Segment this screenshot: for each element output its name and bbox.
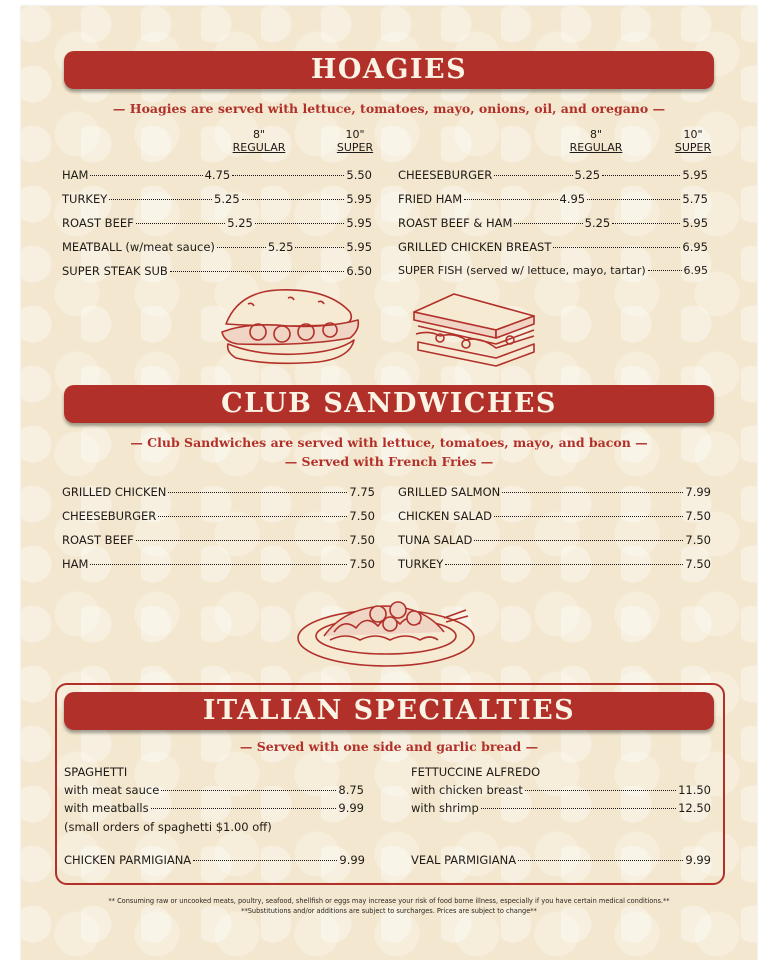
hoagies-super-header-left: 10" SUPER	[336, 128, 374, 154]
menu-item: with shrimp 12.50	[411, 801, 711, 815]
hoagie-illustration	[218, 284, 363, 366]
menu-item: ROAST BEEF & HAM 5.25 5.95	[398, 216, 709, 230]
menu-item: HAM 4.75 5.50	[62, 168, 372, 182]
spaghetti-heading: SPAGHETTI	[64, 765, 128, 779]
menu-item: TURKEY 7.50	[398, 557, 711, 571]
menu-item: ROAST BEEF 7.50	[62, 533, 375, 547]
hoagies-regular-header-right: 8" REGULAR	[569, 128, 623, 154]
menu-item: GRILLED SALMON 7.99	[398, 485, 711, 499]
menu-item: CHEESEBURGER 5.25 5.95	[398, 168, 708, 182]
menu-item: ROAST BEEF 5.25 5.95	[62, 216, 373, 230]
menu-item: GRILLED CHICKEN 7.75	[62, 485, 375, 499]
hoagies-banner: HOAGIES	[64, 51, 714, 89]
menu-item: CHEESEBURGER 7.50	[62, 509, 375, 523]
menu-item: VEAL PARMIGIANA 9.99	[411, 853, 711, 867]
hoagies-subtitle: — Hoagies are served with lettuce, tomatoes, mayo, onions, oil, and oregano —	[112, 101, 666, 116]
menu-item: GRILLED CHICKEN BREAST 6.95	[398, 240, 708, 254]
menu-item: with meatballs 9.99	[64, 801, 364, 815]
menu-item: SUPER FISH (served w/ lettuce, mayo, tartar) 6.95	[398, 264, 708, 277]
club-sandwich-illustration	[410, 290, 540, 370]
pricing-disclaimer: **Substitutions and/or additions are subject to surcharges. Prices are subject to change**	[241, 907, 537, 915]
hoagies-regular-header-left: 8" REGULAR	[232, 128, 286, 154]
menu-item: TUNA SALAD 7.50	[398, 533, 711, 547]
menu-item: HAM 7.50	[62, 557, 375, 571]
menu-item: with chicken breast 11.50	[411, 783, 711, 797]
food-safety-disclaimer: ** Consuming raw or uncooked meats, poultry, seafood, shellfish or eggs may increase your risk of food borne illness, especially if you have certain medical conditions.**	[108, 897, 670, 905]
fettuccine-heading: FETTUCCINE ALFREDO	[411, 765, 541, 779]
hoagies-super-header-right: 10" SUPER	[674, 128, 712, 154]
menu-item: MEATBALL (w/meat sauce) 5.25 5.95	[62, 240, 373, 254]
italian-specialties-banner: ITALIAN SPECIALTIES	[64, 692, 714, 730]
menu-item: CHICKEN PARMIGIANA 9.99	[64, 853, 365, 867]
menu-item: with meat sauce 8.75	[64, 783, 364, 797]
menu-item: CHICKEN SALAD 7.50	[398, 509, 711, 523]
club-subtitle: — Club Sandwiches are served with lettuce, tomatoes, mayo, and bacon —	[130, 435, 648, 450]
italian-subtitle: — Served with one side and garlic bread —	[239, 739, 539, 754]
club-sandwiches-banner: CLUB SANDWICHES	[64, 385, 714, 423]
spaghetti-plate-illustration	[294, 588, 478, 674]
club-subtitle-fries: — Served with French Fries —	[284, 454, 494, 469]
menu-item: SUPER STEAK SUB 6.50	[62, 264, 372, 278]
menu-item: FRIED HAM 4.95 5.75	[398, 192, 708, 206]
spaghetti-note: (small orders of spaghetti $1.00 off)	[64, 820, 272, 834]
menu-item: TURKEY 5.25 5.95	[62, 192, 373, 206]
